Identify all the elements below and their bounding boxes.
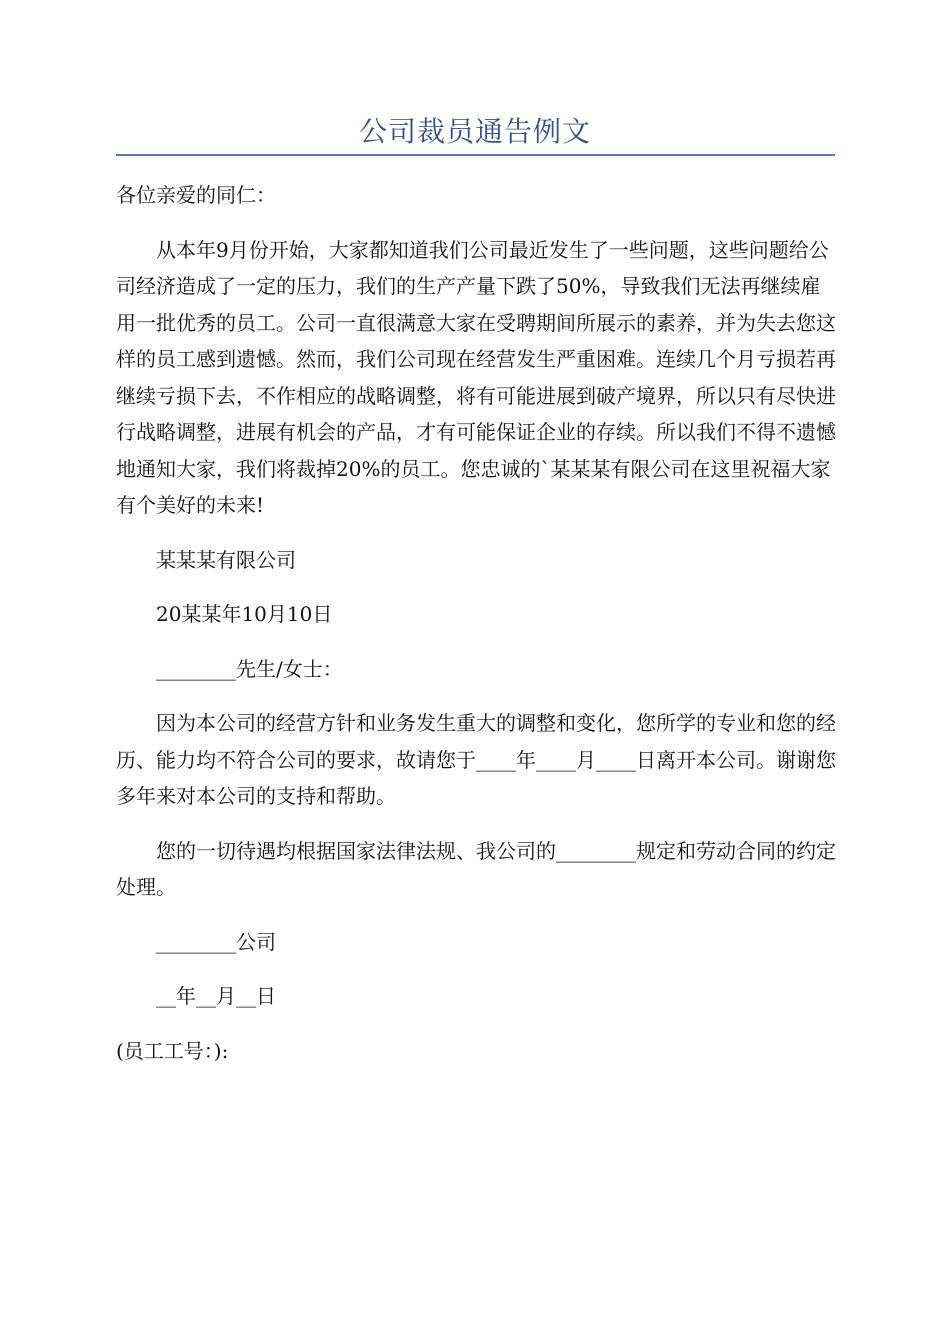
- signature-date-2: __年__月__日: [156, 984, 276, 1008]
- paragraph-1: 从本年9月份开始，大家都知道我们公司最近发生了一些问题，这些问题给公司经济造成了一定的压力，我们的生产产量下跌了50%，导致我们无法再继续雇用一批优秀的员工。公司一直很满意大家在受聘期间所展示的素养，并为失去您这样的员工感到遗憾。然而，我们公司现在经营发生严重困难。连续几个月亏损若再继续亏损下去，不作相应的战略调整，将有可能进展到破产境界，所以只有尽快进行战略调整，进展有机会的产品，才有可能保证企业的存续。所以我们不得不遗憾地通知大家，我们将裁掉20%的员工。您忠诚的`某某某有限公司在这里祝福大家有个美好的未来!: [116, 237, 836, 517]
- salutation-2: ________先生/女士：: [156, 656, 343, 681]
- signature-company: 某某某有限公司: [156, 547, 296, 572]
- paragraph-2: 因为本公司的经营方针和业务发生重大的调整和变化，您所学的专业和您的经历、能力均不符合公司的要求，故请您于____年____月____日离开本公司。谢谢您多年来对本公司的支持和帮助。: [116, 711, 836, 808]
- signature-date: 20某某年10月10日: [156, 602, 333, 626]
- signature-company-2: ________公司: [156, 929, 276, 954]
- document-body: [116, 177, 838, 1069]
- document-title: 公司裁员通告例文: [358, 115, 591, 148]
- title-divider: [116, 154, 835, 156]
- employee-id-line: (员工工号：):: [116, 1038, 229, 1063]
- paragraph-3: 您的一切待遇均根据国家法律法规、我公司的________规定和劳动合同的约定处理。: [116, 838, 836, 899]
- greeting: 各位亲爱的同仁：: [116, 183, 276, 207]
